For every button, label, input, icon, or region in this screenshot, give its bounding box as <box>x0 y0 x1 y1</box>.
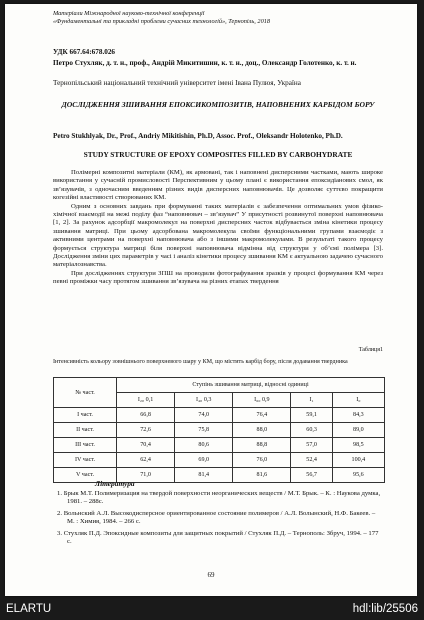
table-col-header: I₁ <box>291 393 332 408</box>
table-cell: 76,4 <box>233 408 291 423</box>
table-cell: 62,4 <box>117 453 175 468</box>
table-cell: 88,0 <box>233 423 291 438</box>
table-cell: 80,6 <box>175 438 233 453</box>
handle-id: hdl:lib/25506 <box>352 603 418 615</box>
conference-line-2: «Фундаментальні та прикладні проблеми сучасних технологій», Тернопіль, 2018 <box>53 18 271 25</box>
table-caption: Інтенсивність кольору зовнішнього поверхневого шару у КМ, що містить карбід бору, після додавання твердника <box>53 359 348 365</box>
literature-heading: Література <box>95 479 135 488</box>
conference-header <box>53 10 383 26</box>
reference-item: 2. Вольнский А.Л. Высокодисперсное ориентированное состояние полимеров / А.Л. Волынский, Н.Ф. Бакеев. – М. : Химия, 1984. – 266 с. <box>57 509 376 526</box>
row-label: II част. <box>54 423 117 438</box>
row-label: III част. <box>54 438 117 453</box>
table-header-group: Ступінь зшивання матриці, відносні одиниці <box>117 378 385 393</box>
paragraph-1: Полімерні композитні матеріали (КМ), як армовані, так і наповнені дисперсними частками, мають широке використання у сучасній промисловості Перспективним у цьому плані є використання епоксидіанових смол, як зв’язувачів, з одночасним введенням різних видів дисперсних наповнювачів. Це дозволяє суттєво покращити когезійні властивості створюваних КМ. <box>53 169 383 202</box>
table-cell: 100,4 <box>332 453 384 468</box>
table-row <box>54 453 385 468</box>
reference-list <box>53 490 383 549</box>
title-en: STUDY STRUCTURE OF EPOXY COMPOSITES FILLED BY CARBOHYDRATE <box>83 150 353 159</box>
table-cell: 72,6 <box>117 423 175 438</box>
title-ua: ДОСЛІДЖЕННЯ ЗШИВАННЯ ЕПОКСИКОМПОЗИТІВ, НАПОВНЕНИХ КАРБІДОМ БОРУ <box>61 100 375 109</box>
table-cell: 75,8 <box>175 423 233 438</box>
repository-name: ELARTU <box>6 603 52 615</box>
table-cell: 74,0 <box>175 408 233 423</box>
table-row <box>54 438 385 453</box>
table-cell: 76,0 <box>233 453 291 468</box>
table-cell: 59,1 <box>291 408 332 423</box>
paragraph-2: Одним з основних завдань при формуванні таких матеріалів є забезпечення оптимальних умов фізико-хімічної взаємодії на межі поділу фаз “наповнювач – зв’язувач” У присутності розвинутої поверхні наповнювача [1, 2]. За рахунок адсорбції макромолекул на поверхні дисперсних часток відбувається зміна кінетики процесу зшивання матриці. При цьому адсорбована макромолекула своїми функціональними групами взаємодіє з активними центрами на поверхні наповнювача або з іншими макромолекулами. В результаті такого процесу формується структура матриці біля поверхні наповнювача відмінна від структури у об’ємі полімера [3]. Дослідження зміни цих параметрів у часі і аналіз кінетики процесу зшивання КМ є актуальною задачею сучасного матеріалознавства. <box>53 202 383 269</box>
table-row <box>54 408 385 423</box>
table-cell: 52,4 <box>291 453 332 468</box>
table-col-header: I₂₀ 0,1 <box>117 393 175 408</box>
table-row <box>54 423 385 438</box>
table-cell: 60,3 <box>291 423 332 438</box>
authors-ua: Петро Стухляк, д. т. н., проф., Андрій Микитишин, к. т. н., доц., Олександр Голотенко, к. т. н. <box>53 59 357 67</box>
table-header-part: № част. <box>54 378 117 408</box>
row-label: IV част. <box>54 453 117 468</box>
table-cell: 84,3 <box>332 408 384 423</box>
udk-code: УДК 667.64:678.026 <box>53 48 116 56</box>
table-cell: 81,4 <box>175 468 233 483</box>
table-cell: 81,6 <box>233 468 291 483</box>
table-cell: 88,8 <box>233 438 291 453</box>
table-cell: 56,7 <box>291 468 332 483</box>
row-label: V част. <box>54 468 117 483</box>
table-cell: 71,0 <box>117 468 175 483</box>
table-cell: 89,0 <box>332 423 384 438</box>
repository-footer <box>0 600 424 620</box>
document-page <box>5 4 417 596</box>
paragraph-3: При дослідженнях структури ЗПШ на проводили фотографування зразків у процесі формування КМ через певні проміжки часу протягом зшивання зв’язувача на різних етапах твердення <box>53 269 383 286</box>
table-col-header: I₄₀ 0,3 <box>175 393 233 408</box>
table-label: Таблиця1 <box>358 347 383 353</box>
affiliation: Тернопільський національний технічний університет імені Івана Пулюя, Україна <box>53 79 301 87</box>
table-cell: 66,8 <box>117 408 175 423</box>
table-cell: 98,5 <box>332 438 384 453</box>
table-cell: 95,6 <box>332 468 384 483</box>
reference-item: 1. Брык М.Т. Полимеризация на твердой поверхности неорганических веществ / М.Т. Брык. – К. : Наукова думка, 1981. – 288с. <box>57 490 381 506</box>
table-col-header: I₀ <box>332 393 384 408</box>
row-label: I част. <box>54 408 117 423</box>
table-col-header: I₆₀ 0,9 <box>233 393 291 408</box>
page-number: 69 <box>207 571 215 579</box>
table-cell: 70,4 <box>117 438 175 453</box>
data-table <box>53 377 385 483</box>
body-text <box>53 169 383 287</box>
table-cell: 69,0 <box>175 453 233 468</box>
reference-item: 3. Стухляк П.Д. Эпоксидные композиты для защитных покрытий / Стухляк П.Д. – Тернополь: Збруч, 1994. – 177 с. <box>57 529 379 546</box>
conference-line-1: Матеріали Міжнародної науково-технічної конференції <box>53 10 205 17</box>
authors-en: Petro Stukhlyak, Dr., Prof., Andriy Mikitishin, Ph.D, Assoc. Prof., Oleksandr Holotenko, Ph.D. <box>53 132 343 140</box>
table-cell: 57,0 <box>291 438 332 453</box>
